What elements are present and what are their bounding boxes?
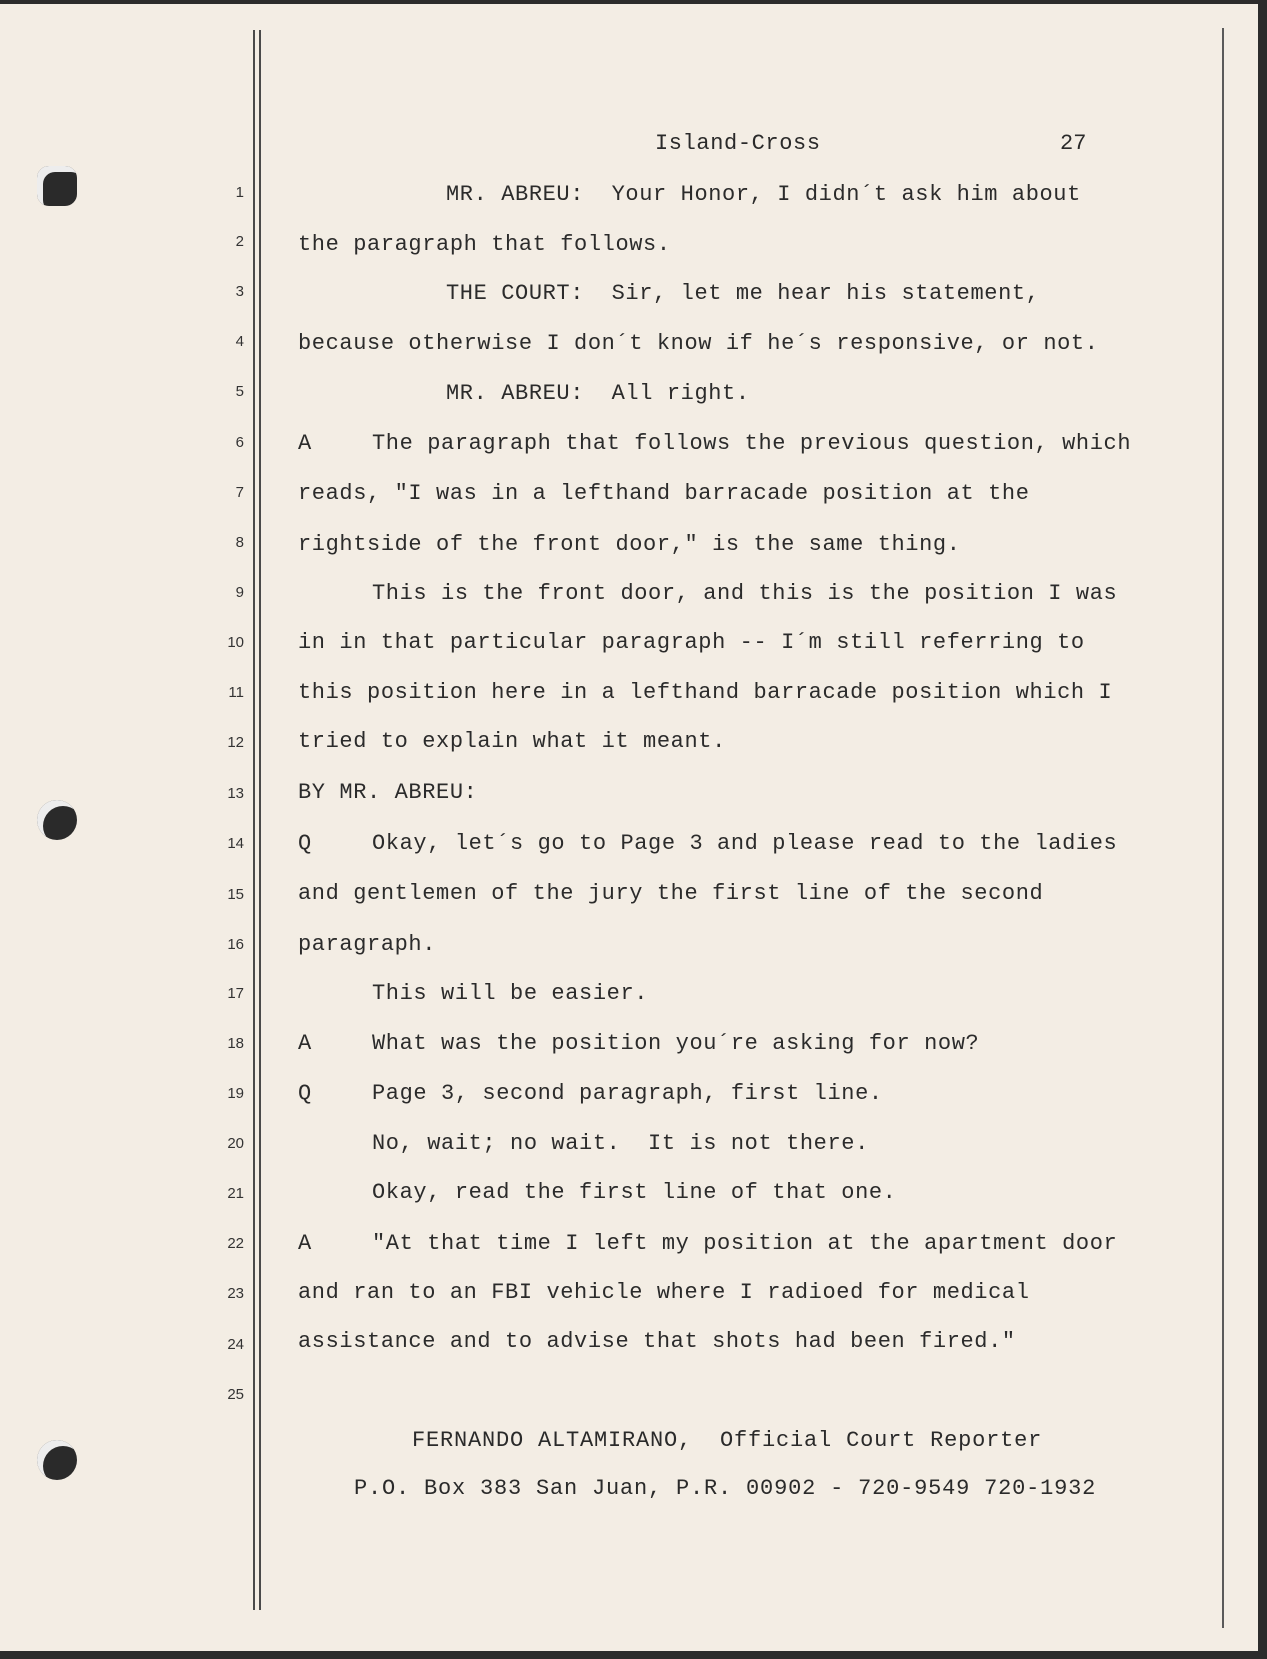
transcript-line: Okay, let´s go to Page 3 and please read to the ladies (372, 831, 1118, 856)
transcript-line: MR. ABREU: Your Honor, I didn´t ask him about (446, 182, 1081, 207)
line-number: 10 (227, 634, 244, 651)
line-number: 8 (235, 534, 244, 551)
line-number: 24 (227, 1336, 244, 1353)
transcript-line: Okay, read the first line of that one. (372, 1180, 897, 1205)
binder-hole-icon (37, 800, 77, 840)
transcript-line: This will be easier. (372, 981, 649, 1006)
transcript-line: No, wait; no wait. It is not there. (372, 1131, 869, 1156)
transcript-line: and ran to an FBI vehicle where I radioed for medical (298, 1280, 1030, 1305)
transcript-line: the paragraph that follows. (298, 232, 671, 257)
line-number: 14 (227, 835, 244, 852)
answer-marker: A (298, 1231, 312, 1256)
right-margin-rule (1222, 28, 1224, 1628)
transcript-line: rightside of the front door," is the same thing. (298, 532, 961, 557)
line-number: 18 (227, 1035, 244, 1052)
question-marker: Q (298, 831, 312, 856)
transcript-line: assistance and to advise that shots had been fired." (298, 1329, 1016, 1354)
transcript-line: What was the position you´re asking for now? (372, 1031, 980, 1056)
line-number: 5 (235, 383, 244, 400)
reporter-name: FERNANDO ALTAMIRANO, Official Court Reporter (412, 1428, 1043, 1453)
question-marker: Q (298, 1081, 312, 1106)
line-number: 13 (227, 785, 244, 802)
line-number: 7 (235, 484, 244, 501)
bottom-edge (0, 1651, 1267, 1659)
line-number: 21 (227, 1185, 244, 1202)
transcript-line: tried to explain what it meant. (298, 729, 726, 754)
line-number: 16 (227, 936, 244, 953)
line-number: 9 (235, 584, 244, 601)
line-number: 23 (227, 1285, 244, 1302)
page-number: 27 (1060, 131, 1087, 156)
transcript-line: and gentlemen of the jury the first line of the second (298, 881, 1044, 906)
line-number: 2 (235, 233, 244, 250)
transcript-line: Page 3, second paragraph, first line. (372, 1081, 883, 1106)
left-margin-rule-inner (259, 30, 261, 1610)
transcript-line: "At that time I left my position at the apartment door (372, 1231, 1118, 1256)
line-number: 25 (227, 1386, 244, 1403)
transcript-line: in in that particular paragraph -- I´m still referring to (298, 630, 1085, 655)
line-number: 15 (227, 886, 244, 903)
page-header-title: Island-Cross (655, 131, 821, 156)
line-number: 11 (228, 684, 244, 701)
left-margin-rule (253, 30, 255, 1610)
answer-marker: A (298, 431, 312, 456)
transcript-line: because otherwise I don´t know if he´s responsive, or not. (298, 331, 1099, 356)
transcript-line: this position here in a lefthand barracade position which I (298, 680, 1113, 705)
transcript-line: THE COURT: Sir, let me hear his statement, (446, 281, 1040, 306)
binder-hole-icon (37, 166, 77, 206)
answer-marker: A (298, 1031, 312, 1056)
binder-hole-icon (37, 1440, 77, 1480)
transcript-line: reads, "I was in a lefthand barracade position at the (298, 481, 1030, 506)
right-edge (1258, 0, 1267, 1659)
transcript-line: BY MR. ABREU: (298, 780, 478, 805)
line-number: 12 (227, 734, 244, 751)
transcript-line: MR. ABREU: All right. (446, 381, 750, 406)
line-number: 6 (235, 434, 244, 451)
line-number: 3 (235, 283, 244, 300)
line-number: 17 (227, 985, 244, 1002)
transcript-line: The paragraph that follows the previous question, which (372, 431, 1132, 456)
transcript-line: This is the front door, and this is the position I was (372, 581, 1118, 606)
line-number: 1 (235, 184, 244, 201)
line-number: 20 (227, 1135, 244, 1152)
line-number: 19 (227, 1085, 244, 1102)
top-edge (0, 0, 1267, 4)
line-number: 4 (235, 333, 244, 350)
reporter-address: P.O. Box 383 San Juan, P.R. 00902 - 720-9549 720-1932 (354, 1476, 1097, 1501)
transcript-line: paragraph. (298, 932, 437, 957)
line-number: 22 (227, 1235, 244, 1252)
